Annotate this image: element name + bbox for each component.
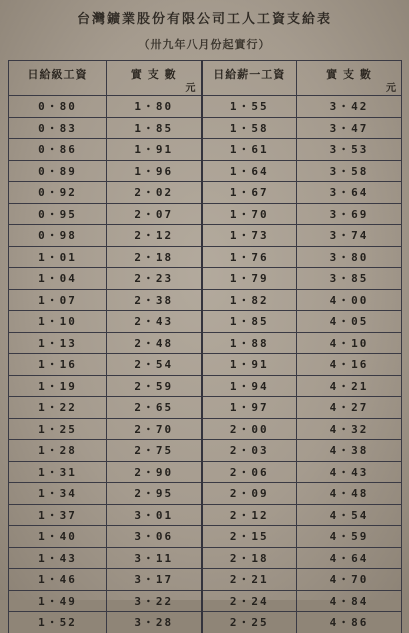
header-daily-wage-salary	[202, 61, 297, 96]
cell-daily-wage-2: 2・06	[202, 461, 297, 483]
table-row	[9, 246, 402, 268]
cell-actual-pay-2: 3・53	[297, 139, 402, 161]
table-row	[9, 117, 402, 139]
header-label: 實 支 數	[130, 68, 177, 81]
cell-daily-wage-2: 2・25	[202, 612, 297, 633]
cell-actual-pay-2: 4・10	[297, 332, 402, 354]
cell-daily-wage: 0・89	[9, 160, 107, 182]
table-row	[9, 504, 402, 526]
cell-daily-wage: 1・04	[9, 268, 107, 290]
header-label: 日給級工資	[27, 68, 88, 81]
cell-daily-wage: 0・95	[9, 203, 107, 225]
cell-actual-pay: 3・06	[107, 526, 202, 548]
table-row	[9, 268, 402, 290]
cell-daily-wage-2: 2・03	[202, 440, 297, 462]
cell-daily-wage-2: 1・76	[202, 246, 297, 268]
cell-daily-wage-2: 1・55	[202, 96, 297, 118]
cell-daily-wage: 1・16	[9, 354, 107, 376]
cell-daily-wage-2: 2・18	[202, 547, 297, 569]
cell-daily-wage: 0・83	[9, 117, 107, 139]
cell-daily-wage-2: 1・94	[202, 375, 297, 397]
cell-actual-pay: 3・28	[107, 612, 202, 633]
cell-actual-pay-2: 3・74	[297, 225, 402, 247]
cell-actual-pay-2: 4・32	[297, 418, 402, 440]
cell-daily-wage-2: 1・64	[202, 160, 297, 182]
cell-actual-pay-2: 4・00	[297, 289, 402, 311]
table-row	[9, 612, 402, 633]
cell-actual-pay: 2・48	[107, 332, 202, 354]
cell-actual-pay: 2・75	[107, 440, 202, 462]
cell-actual-pay-2: 4・21	[297, 375, 402, 397]
cell-actual-pay: 2・23	[107, 268, 202, 290]
header-unit: 元	[185, 83, 197, 94]
cell-daily-wage-2: 2・12	[202, 504, 297, 526]
cell-actual-pay: 2・12	[107, 225, 202, 247]
document-title: 台灣鑛業股份有限公司工人工資支給表	[76, 12, 332, 27]
table-row	[9, 332, 402, 354]
cell-daily-wage: 1・19	[9, 375, 107, 397]
table-row	[9, 418, 402, 440]
table-row	[9, 96, 402, 118]
cell-daily-wage: 1・28	[9, 440, 107, 462]
header-daily-wage-grade	[9, 61, 107, 96]
cell-daily-wage: 1・52	[9, 612, 107, 633]
cell-actual-pay: 2・54	[107, 354, 202, 376]
cell-daily-wage-2: 1・88	[202, 332, 297, 354]
table-row	[9, 397, 402, 419]
table-row	[9, 590, 402, 612]
cell-daily-wage: 0・80	[9, 96, 107, 118]
cell-actual-pay-2: 4・48	[297, 483, 402, 505]
table-row	[9, 461, 402, 483]
cell-daily-wage: 1・49	[9, 590, 107, 612]
cell-actual-pay: 2・95	[107, 483, 202, 505]
table-row	[9, 139, 402, 161]
cell-actual-pay-2: 3・80	[297, 246, 402, 268]
cell-daily-wage-2: 1・73	[202, 225, 297, 247]
cell-daily-wage: 0・92	[9, 182, 107, 204]
cell-daily-wage: 0・86	[9, 139, 107, 161]
cell-actual-pay-2: 4・54	[297, 504, 402, 526]
cell-actual-pay-2: 4・38	[297, 440, 402, 462]
table-row	[9, 440, 402, 462]
table-row	[9, 547, 402, 569]
table-body	[9, 96, 402, 633]
cell-actual-pay-2: 3・47	[297, 117, 402, 139]
wage-table	[8, 60, 402, 633]
cell-daily-wage: 1・10	[9, 311, 107, 333]
cell-daily-wage-2: 1・91	[202, 354, 297, 376]
cell-actual-pay: 2・07	[107, 203, 202, 225]
header-actual-pay	[107, 61, 202, 96]
cell-daily-wage: 1・37	[9, 504, 107, 526]
cell-actual-pay-2: 4・64	[297, 547, 402, 569]
table-row	[9, 569, 402, 591]
table-row	[9, 289, 402, 311]
cell-daily-wage: 0・98	[9, 225, 107, 247]
cell-daily-wage: 1・43	[9, 547, 107, 569]
cell-daily-wage: 1・31	[9, 461, 107, 483]
table-row	[9, 483, 402, 505]
cell-daily-wage-2: 2・15	[202, 526, 297, 548]
cell-daily-wage: 1・07	[9, 289, 107, 311]
table-row	[9, 182, 402, 204]
cell-daily-wage-2: 1・61	[202, 139, 297, 161]
cell-daily-wage-2: 1・82	[202, 289, 297, 311]
cell-daily-wage: 1・01	[9, 246, 107, 268]
document-subtitle: （卅九年八月份起實行）	[138, 38, 271, 51]
cell-daily-wage: 1・22	[9, 397, 107, 419]
cell-daily-wage-2: 1・97	[202, 397, 297, 419]
table-header-row	[9, 61, 402, 96]
cell-daily-wage: 1・46	[9, 569, 107, 591]
cell-actual-pay-2: 4・59	[297, 526, 402, 548]
cell-actual-pay: 2・43	[107, 311, 202, 333]
header-label: 實 支 數	[326, 68, 372, 81]
cell-daily-wage-2: 2・21	[202, 569, 297, 591]
cell-actual-pay: 2・65	[107, 397, 202, 419]
cell-actual-pay: 3・22	[107, 590, 202, 612]
cell-actual-pay: 2・38	[107, 289, 202, 311]
header-actual-pay-2	[297, 61, 402, 96]
cell-actual-pay: 2・70	[107, 418, 202, 440]
cell-actual-pay-2: 4・86	[297, 612, 402, 633]
cell-daily-wage-2: 1・67	[202, 182, 297, 204]
cell-daily-wage-2: 1・79	[202, 268, 297, 290]
cell-actual-pay-2: 4・16	[297, 354, 402, 376]
cell-daily-wage-2: 2・09	[202, 483, 297, 505]
table-row	[9, 203, 402, 225]
cell-daily-wage-2: 2・24	[202, 590, 297, 612]
cell-daily-wage: 1・13	[9, 332, 107, 354]
cell-daily-wage-2: 1・58	[202, 117, 297, 139]
cell-actual-pay: 2・90	[107, 461, 202, 483]
cell-actual-pay-2: 3・85	[297, 268, 402, 290]
table-row	[9, 225, 402, 247]
cell-actual-pay: 3・17	[107, 569, 202, 591]
cell-actual-pay: 2・59	[107, 375, 202, 397]
cell-actual-pay: 1・85	[107, 117, 202, 139]
cell-daily-wage-2: 2・00	[202, 418, 297, 440]
cell-actual-pay: 2・18	[107, 246, 202, 268]
cell-daily-wage: 1・34	[9, 483, 107, 505]
cell-actual-pay-2: 4・27	[297, 397, 402, 419]
cell-actual-pay: 1・80	[107, 96, 202, 118]
cell-actual-pay: 1・91	[107, 139, 202, 161]
cell-actual-pay-2: 3・58	[297, 160, 402, 182]
cell-actual-pay: 3・01	[107, 504, 202, 526]
cell-actual-pay-2: 4・70	[297, 569, 402, 591]
table-row	[9, 375, 402, 397]
cell-actual-pay-2: 4・43	[297, 461, 402, 483]
cell-actual-pay-2: 4・05	[297, 311, 402, 333]
table-row	[9, 311, 402, 333]
cell-daily-wage-2: 1・85	[202, 311, 297, 333]
table-row	[9, 354, 402, 376]
table-row	[9, 160, 402, 182]
cell-actual-pay: 2・02	[107, 182, 202, 204]
header-unit: 元	[386, 83, 397, 94]
cell-actual-pay-2: 3・69	[297, 203, 402, 225]
cell-daily-wage-2: 1・70	[202, 203, 297, 225]
cell-daily-wage: 1・40	[9, 526, 107, 548]
cell-actual-pay: 3・11	[107, 547, 202, 569]
cell-actual-pay-2: 4・84	[297, 590, 402, 612]
header-label: 日給薪一工資	[213, 68, 286, 81]
cell-daily-wage: 1・25	[9, 418, 107, 440]
cell-actual-pay: 1・96	[107, 160, 202, 182]
cell-actual-pay-2: 3・42	[297, 96, 402, 118]
cell-actual-pay-2: 3・64	[297, 182, 402, 204]
table-row	[9, 526, 402, 548]
